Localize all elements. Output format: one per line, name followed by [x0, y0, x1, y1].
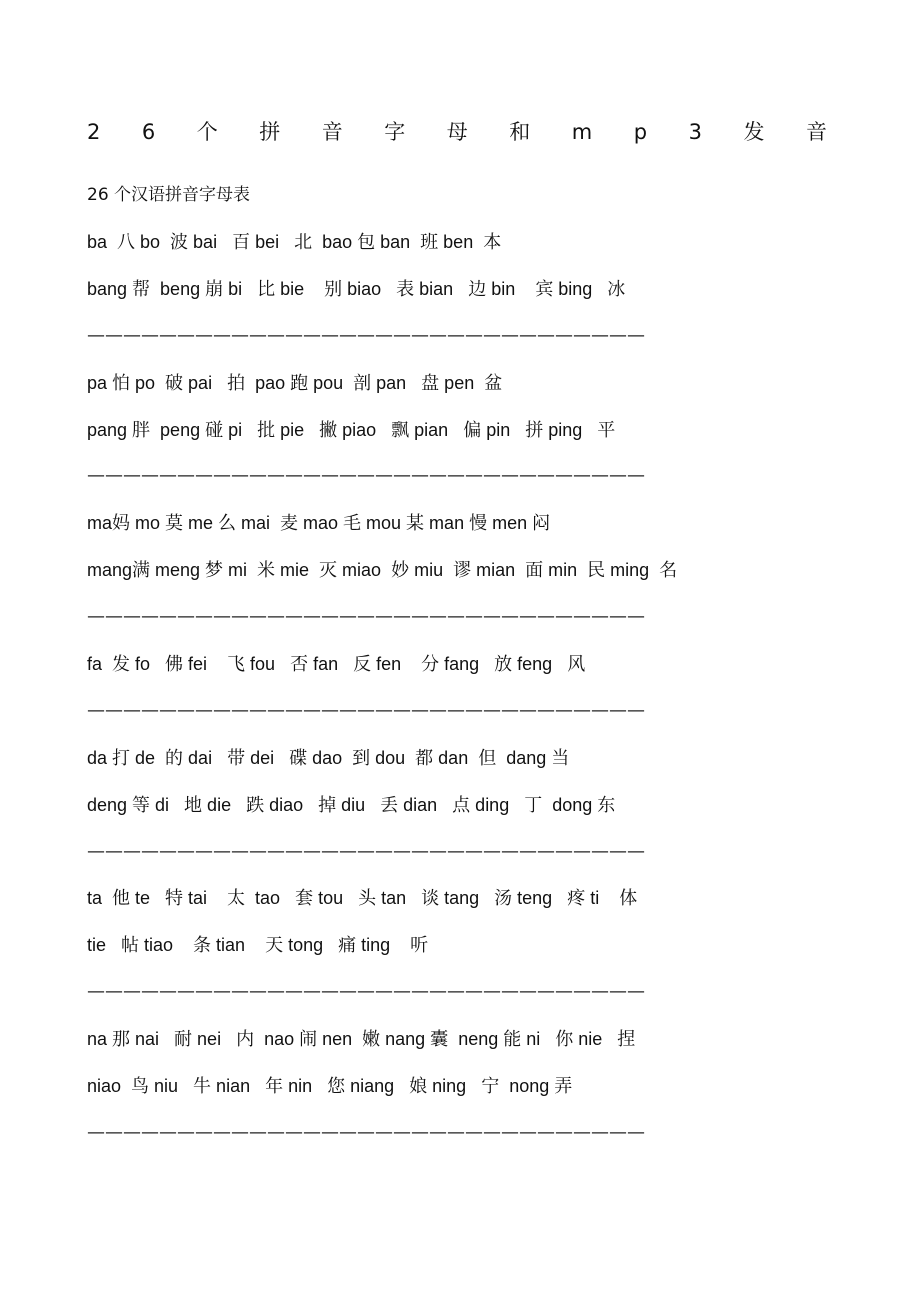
title-char: 2 [87, 120, 101, 144]
title-char: 个 [196, 120, 218, 144]
pinyin-line: fa 发 fo 佛 fei 飞 fou 否 fan 反 fen 分 fang 放 feng 风 [87, 654, 586, 675]
pinyin-line: tie 帖 tiao 条 tian 天 tong 痛 ting 听 [87, 935, 429, 956]
pinyin-line: mang满 meng 梦 mi 米 mie 灭 miao 妙 miu 谬 mian 面 min 民 ming 名 [87, 560, 678, 581]
pinyin-line: bang 帮 beng 崩 bi 比 bie 别 biao 表 bian 边 bin 宾 bing 冰 [87, 278, 626, 299]
title-char: 音 [321, 120, 343, 144]
pinyin-line: ma妈 mo 莫 me 么 mai 麦 mao 毛 mou 某 man 慢 men 闷 [87, 513, 551, 534]
section-separator: ——————————————————————————————— [87, 1121, 645, 1143]
title-char: m [571, 120, 593, 144]
page-subtitle: 26 个汉语拼音字母表 [87, 185, 251, 205]
pinyin-line: da 打 de 的 dai 带 dei 碟 dao 到 dou 都 dan 但 dang 当 [87, 747, 570, 768]
pinyin-line: pang 胖 peng 碰 pi 批 pie 撇 piao 飘 pian 偏 pin 拼 ping 平 [87, 419, 616, 440]
section-separator: ——————————————————————————————— [87, 324, 645, 346]
section-separator: ——————————————————————————————— [87, 606, 645, 628]
section-separator: ——————————————————————————————— [87, 981, 645, 1003]
title-char: 音 [805, 120, 827, 144]
pinyin-line: na 那 nai 耐 nei 内 nao 闹 nen 嫩 nang 囊 neng 能 ni 你 nie 捏 [87, 1029, 636, 1050]
title-char: 3 [688, 120, 702, 144]
title-char: 母 [446, 120, 468, 144]
page-title [87, 118, 827, 146]
pinyin-line: ta 他 te 特 tai 太 tao 套 tou 头 tan 谈 tang 汤 teng 疼 ti 体 [87, 888, 638, 909]
title-char: 发 [743, 120, 765, 144]
title-char: 6 [141, 120, 156, 144]
pinyin-line: niao 鸟 niu 牛 nian 年 nin 您 niang 娘 ning 宁 nong 弄 [87, 1076, 573, 1097]
pinyin-table [87, 219, 847, 1157]
section-separator: ——————————————————————————————— [87, 699, 645, 721]
section-separator: ——————————————————————————————— [87, 840, 645, 862]
title-char: 和 [509, 120, 531, 144]
section-separator: ——————————————————————————————— [87, 465, 645, 487]
pinyin-line: pa 怕 po 破 pai 拍 pao 跑 pou 剖 pan 盘 pen 盆 [87, 372, 503, 393]
title-char: 字 [384, 120, 406, 144]
title-char: 拼 [259, 120, 281, 144]
pinyin-line: ba 八 bo 波 bai 百 bei 北 bao 包 ban 班 ben 本 [87, 232, 502, 252]
pinyin-line: deng 等 di 地 die 跌 diao 掉 diu 丢 dian 点 ding 丁 dong 东 [87, 794, 616, 815]
title-char: p [633, 120, 648, 144]
